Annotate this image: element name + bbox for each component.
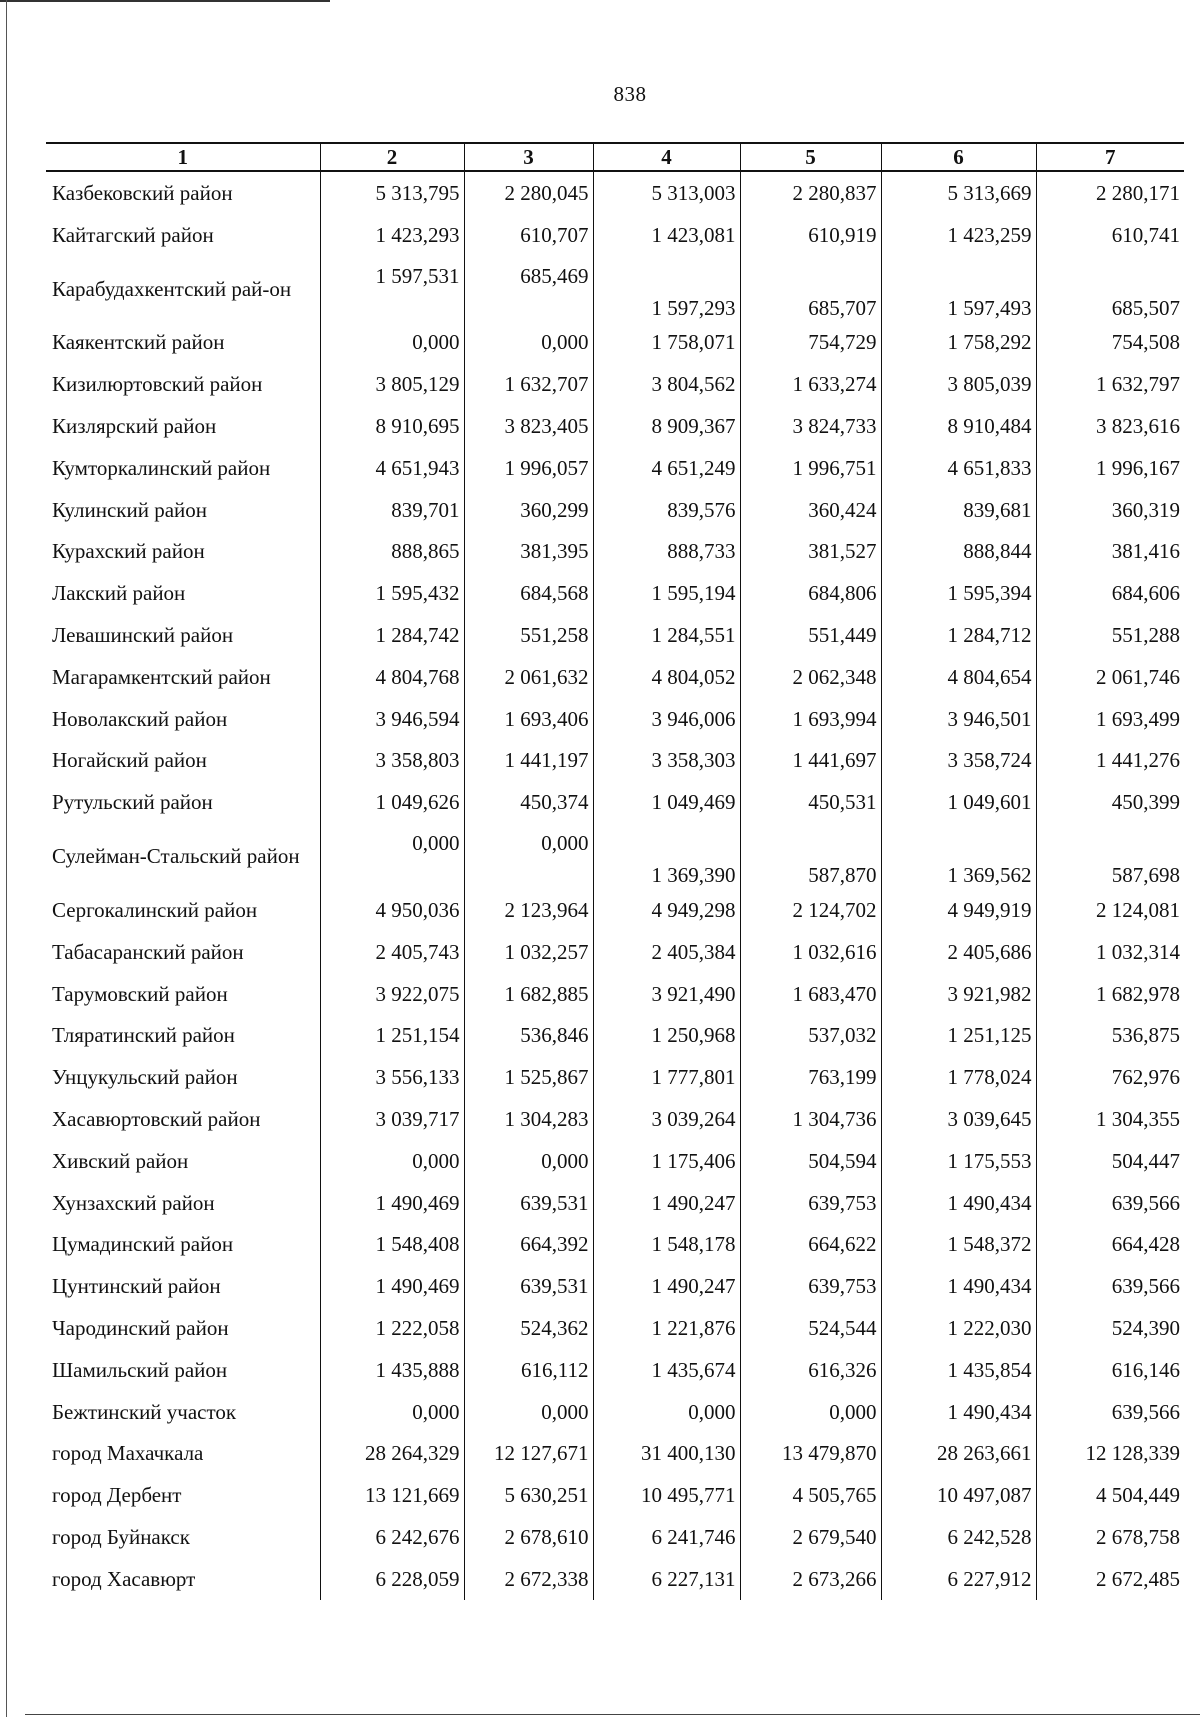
cell-value: 685,469 bbox=[464, 256, 593, 322]
cell-value: 8 909,367 bbox=[593, 405, 740, 447]
table-row bbox=[46, 1349, 1184, 1391]
cell-value: 1 693,499 bbox=[1036, 698, 1184, 740]
cell-value: 684,606 bbox=[1036, 572, 1184, 614]
cell-value: 639,531 bbox=[464, 1265, 593, 1307]
cell-value: 3 922,075 bbox=[320, 973, 464, 1015]
cell-value: 1 595,432 bbox=[320, 572, 464, 614]
cell-value: 536,875 bbox=[1036, 1015, 1184, 1057]
cell-value: 4 804,052 bbox=[593, 656, 740, 698]
row-name: Табасаранский район bbox=[52, 939, 244, 964]
cell-value: 6 228,059 bbox=[320, 1558, 464, 1600]
cell-value: 3 358,303 bbox=[593, 740, 740, 782]
cell-value: 1 251,125 bbox=[881, 1015, 1036, 1057]
cell-value: 1 032,257 bbox=[464, 931, 593, 973]
cell-value: 0,000 bbox=[464, 823, 593, 889]
cell-value: 1 632,797 bbox=[1036, 363, 1184, 405]
cell-value: 2 280,171 bbox=[1036, 171, 1184, 214]
cell-value: 2 061,632 bbox=[464, 656, 593, 698]
table-row bbox=[46, 781, 1184, 823]
cell-value: 1 548,372 bbox=[881, 1224, 1036, 1266]
table-row bbox=[46, 214, 1184, 256]
cell-value: 551,288 bbox=[1036, 614, 1184, 656]
cell-value: 1 490,434 bbox=[881, 1391, 1036, 1433]
cell-value: 587,698 bbox=[1036, 823, 1184, 889]
cell-value: 4 804,654 bbox=[881, 656, 1036, 698]
cell-value: 1 423,293 bbox=[320, 214, 464, 256]
cell-value: 1 284,712 bbox=[881, 614, 1036, 656]
cell-value: 4 505,765 bbox=[740, 1474, 881, 1516]
column-header: 2 bbox=[320, 143, 464, 171]
cell-value: 664,622 bbox=[740, 1224, 881, 1266]
cell-value: 4 651,249 bbox=[593, 447, 740, 489]
row-name: Кизлярский район bbox=[52, 414, 217, 439]
cell-value: 0,000 bbox=[464, 1140, 593, 1182]
cell-value: 639,753 bbox=[740, 1265, 881, 1307]
row-name: Ногайский район bbox=[52, 748, 207, 773]
row-name: Бежтинский участок bbox=[52, 1399, 237, 1424]
cell-value: 0,000 bbox=[320, 1391, 464, 1433]
cell-value: 754,729 bbox=[740, 322, 881, 364]
cell-value: 639,566 bbox=[1036, 1182, 1184, 1224]
row-name: Казбековский район bbox=[52, 180, 233, 205]
table-row bbox=[46, 973, 1184, 1015]
cell-value: 551,258 bbox=[464, 614, 593, 656]
cell-value: 3 921,490 bbox=[593, 973, 740, 1015]
page-number: 838 bbox=[613, 82, 647, 106]
cell-value: 1 032,616 bbox=[740, 931, 881, 973]
column-header: 6 bbox=[881, 143, 1036, 171]
cell-value: 1 595,394 bbox=[881, 572, 1036, 614]
cell-value: 1 222,030 bbox=[881, 1307, 1036, 1349]
cell-value: 2 062,348 bbox=[740, 656, 881, 698]
cell-value: 504,447 bbox=[1036, 1140, 1184, 1182]
table-row bbox=[46, 823, 1184, 889]
cell-value: 1 597,493 bbox=[881, 256, 1036, 322]
cell-value: 31 400,130 bbox=[593, 1433, 740, 1475]
table-row bbox=[46, 572, 1184, 614]
cell-value: 1 304,355 bbox=[1036, 1098, 1184, 1140]
cell-value: 2 673,266 bbox=[740, 1558, 881, 1600]
cell-value: 1 250,968 bbox=[593, 1015, 740, 1057]
cell-value: 3 921,982 bbox=[881, 973, 1036, 1015]
cell-value: 8 910,484 bbox=[881, 405, 1036, 447]
cell-value: 1 222,058 bbox=[320, 1307, 464, 1349]
cell-value: 6 227,912 bbox=[881, 1558, 1036, 1600]
row-name: Левашинский район bbox=[52, 623, 234, 648]
cell-value: 28 263,661 bbox=[881, 1433, 1036, 1475]
cell-value: 1 693,994 bbox=[740, 698, 881, 740]
row-name: Тарумовский район bbox=[52, 981, 228, 1006]
cell-value: 1 221,876 bbox=[593, 1307, 740, 1349]
scan-edge-left bbox=[6, 0, 7, 1717]
cell-value: 1 595,194 bbox=[593, 572, 740, 614]
cell-value: 360,299 bbox=[464, 489, 593, 531]
row-name: Сулейман-Стальский район bbox=[52, 844, 300, 869]
cell-value: 2 678,610 bbox=[464, 1516, 593, 1558]
cell-value: 2 280,045 bbox=[464, 171, 593, 214]
table-row bbox=[46, 1098, 1184, 1140]
row-name: город Дербент bbox=[52, 1483, 182, 1508]
cell-value: 1 049,469 bbox=[593, 781, 740, 823]
cell-value: 3 358,724 bbox=[881, 740, 1036, 782]
cell-value: 8 910,695 bbox=[320, 405, 464, 447]
table-row bbox=[46, 322, 1184, 364]
cell-value: 4 804,768 bbox=[320, 656, 464, 698]
table-row bbox=[46, 363, 1184, 405]
cell-value: 1 758,292 bbox=[881, 322, 1036, 364]
cell-value: 1 284,742 bbox=[320, 614, 464, 656]
cell-value: 1 441,197 bbox=[464, 740, 593, 782]
cell-value: 1 435,674 bbox=[593, 1349, 740, 1391]
cell-value: 2 280,837 bbox=[740, 171, 881, 214]
row-name: Кайтагский район bbox=[52, 222, 214, 247]
cell-value: 1 369,562 bbox=[881, 823, 1036, 889]
cell-value: 1 778,024 bbox=[881, 1056, 1036, 1098]
scan-edge-top bbox=[0, 0, 330, 2]
cell-value: 6 242,528 bbox=[881, 1516, 1036, 1558]
cell-value: 360,319 bbox=[1036, 489, 1184, 531]
row-name: Хунзахский район bbox=[52, 1190, 215, 1215]
cell-value: 610,919 bbox=[740, 214, 881, 256]
cell-value: 2 678,758 bbox=[1036, 1516, 1184, 1558]
row-name: Рутульский район bbox=[52, 790, 213, 815]
cell-value: 2 124,702 bbox=[740, 889, 881, 931]
row-name: Карабудахкентский рай-он bbox=[52, 276, 292, 301]
cell-value: 1 175,406 bbox=[593, 1140, 740, 1182]
cell-value: 524,544 bbox=[740, 1307, 881, 1349]
cell-value: 1 435,888 bbox=[320, 1349, 464, 1391]
table-row bbox=[46, 489, 1184, 531]
cell-value: 664,428 bbox=[1036, 1224, 1184, 1266]
cell-value: 610,707 bbox=[464, 214, 593, 256]
table-row bbox=[46, 1307, 1184, 1349]
cell-value: 381,416 bbox=[1036, 531, 1184, 573]
cell-value: 3 556,133 bbox=[320, 1056, 464, 1098]
table-row bbox=[46, 931, 1184, 973]
row-name: Кумторкалинский район bbox=[52, 455, 271, 480]
cell-value: 1 597,293 bbox=[593, 256, 740, 322]
table-row bbox=[46, 614, 1184, 656]
row-name: Лакский район bbox=[52, 581, 186, 606]
cell-value: 639,753 bbox=[740, 1182, 881, 1224]
cell-value: 2 679,540 bbox=[740, 1516, 881, 1558]
cell-value: 2 061,746 bbox=[1036, 656, 1184, 698]
cell-value: 2 123,964 bbox=[464, 889, 593, 931]
table-header bbox=[46, 143, 1184, 171]
cell-value: 450,531 bbox=[740, 781, 881, 823]
cell-value: 3 946,006 bbox=[593, 698, 740, 740]
table-row bbox=[46, 171, 1184, 214]
cell-value: 1 490,469 bbox=[320, 1265, 464, 1307]
cell-value: 1 490,434 bbox=[881, 1265, 1036, 1307]
cell-value: 6 227,131 bbox=[593, 1558, 740, 1600]
cell-value: 4 651,833 bbox=[881, 447, 1036, 489]
cell-value: 888,844 bbox=[881, 531, 1036, 573]
cell-value: 360,424 bbox=[740, 489, 881, 531]
table-row bbox=[46, 1265, 1184, 1307]
cell-value: 762,976 bbox=[1036, 1056, 1184, 1098]
cell-value: 888,865 bbox=[320, 531, 464, 573]
cell-value: 13 121,669 bbox=[320, 1474, 464, 1516]
data-table bbox=[46, 142, 1184, 1600]
cell-value: 5 313,669 bbox=[881, 171, 1036, 214]
cell-value: 1 284,551 bbox=[593, 614, 740, 656]
cell-value: 0,000 bbox=[320, 1140, 464, 1182]
cell-value: 1 548,178 bbox=[593, 1224, 740, 1266]
cell-value: 13 479,870 bbox=[740, 1433, 881, 1475]
cell-value: 610,741 bbox=[1036, 214, 1184, 256]
cell-value: 0,000 bbox=[464, 1391, 593, 1433]
row-name: город Буйнакск bbox=[52, 1525, 190, 1549]
cell-value: 1 049,601 bbox=[881, 781, 1036, 823]
cell-value: 1 441,276 bbox=[1036, 740, 1184, 782]
cell-value: 4 949,919 bbox=[881, 889, 1036, 931]
cell-value: 1 251,154 bbox=[320, 1015, 464, 1057]
cell-value: 1 777,801 bbox=[593, 1056, 740, 1098]
cell-value: 3 823,616 bbox=[1036, 405, 1184, 447]
scan-edge-bottom bbox=[25, 1714, 1200, 1715]
table-row bbox=[46, 1182, 1184, 1224]
table-body bbox=[46, 171, 1184, 1600]
cell-value: 839,576 bbox=[593, 489, 740, 531]
cell-value: 1 683,470 bbox=[740, 973, 881, 1015]
cell-value: 685,707 bbox=[740, 256, 881, 322]
table-row bbox=[46, 256, 1184, 322]
cell-value: 0,000 bbox=[320, 823, 464, 889]
row-name: Сергокалинский район bbox=[52, 898, 258, 923]
cell-value: 450,399 bbox=[1036, 781, 1184, 823]
cell-value: 839,701 bbox=[320, 489, 464, 531]
cell-value: 1 304,283 bbox=[464, 1098, 593, 1140]
cell-value: 3 358,803 bbox=[320, 740, 464, 782]
cell-value: 1 032,314 bbox=[1036, 931, 1184, 973]
cell-value: 1 441,697 bbox=[740, 740, 881, 782]
cell-value: 1 996,057 bbox=[464, 447, 593, 489]
cell-value: 763,199 bbox=[740, 1056, 881, 1098]
row-name: Кизилюртовский район bbox=[52, 372, 263, 397]
cell-value: 1 632,707 bbox=[464, 363, 593, 405]
cell-value: 754,508 bbox=[1036, 322, 1184, 364]
table-row bbox=[46, 1474, 1184, 1516]
cell-value: 1 490,247 bbox=[593, 1265, 740, 1307]
row-name: Тляратинский район bbox=[52, 1023, 235, 1048]
cell-value: 4 651,943 bbox=[320, 447, 464, 489]
cell-value: 524,362 bbox=[464, 1307, 593, 1349]
cell-value: 0,000 bbox=[740, 1391, 881, 1433]
cell-value: 839,681 bbox=[881, 489, 1036, 531]
cell-value: 639,531 bbox=[464, 1182, 593, 1224]
cell-value: 3 804,562 bbox=[593, 363, 740, 405]
cell-value: 1 682,885 bbox=[464, 973, 593, 1015]
table-row bbox=[46, 1056, 1184, 1098]
column-header: 3 bbox=[464, 143, 593, 171]
cell-value: 12 128,339 bbox=[1036, 1433, 1184, 1475]
cell-value: 587,870 bbox=[740, 823, 881, 889]
cell-value: 5 313,795 bbox=[320, 171, 464, 214]
table-row bbox=[46, 889, 1184, 931]
cell-value: 1 633,274 bbox=[740, 363, 881, 405]
column-header: 7 bbox=[1036, 143, 1184, 171]
column-header: 1 bbox=[46, 143, 320, 171]
table-row bbox=[46, 1391, 1184, 1433]
table-row bbox=[46, 447, 1184, 489]
cell-value: 381,395 bbox=[464, 531, 593, 573]
table-row bbox=[46, 656, 1184, 698]
cell-value: 2 124,081 bbox=[1036, 889, 1184, 931]
cell-value: 1 423,259 bbox=[881, 214, 1036, 256]
cell-value: 685,507 bbox=[1036, 256, 1184, 322]
cell-value: 1 423,081 bbox=[593, 214, 740, 256]
cell-value: 2 405,743 bbox=[320, 931, 464, 973]
cell-value: 616,112 bbox=[464, 1349, 593, 1391]
row-name: Унцукульский район bbox=[52, 1065, 238, 1090]
cell-value: 3 039,645 bbox=[881, 1098, 1036, 1140]
cell-value: 1 490,469 bbox=[320, 1182, 464, 1224]
cell-value: 551,449 bbox=[740, 614, 881, 656]
cell-value: 536,846 bbox=[464, 1015, 593, 1057]
column-header: 5 bbox=[740, 143, 881, 171]
cell-value: 2 405,384 bbox=[593, 931, 740, 973]
cell-value: 1 304,736 bbox=[740, 1098, 881, 1140]
cell-value: 450,374 bbox=[464, 781, 593, 823]
row-name: Чародинский район bbox=[52, 1316, 229, 1341]
row-name: Цунтинский район bbox=[52, 1274, 221, 1299]
cell-value: 1 525,867 bbox=[464, 1056, 593, 1098]
column-header: 4 bbox=[593, 143, 740, 171]
cell-value: 0,000 bbox=[593, 1391, 740, 1433]
cell-value: 616,326 bbox=[740, 1349, 881, 1391]
row-name: Хивский район bbox=[52, 1148, 189, 1173]
cell-value: 1 597,531 bbox=[320, 256, 464, 322]
row-name: Магарамкентский район bbox=[52, 664, 271, 689]
cell-value: 1 996,751 bbox=[740, 447, 881, 489]
cell-value: 639,566 bbox=[1036, 1265, 1184, 1307]
cell-value: 1 175,553 bbox=[881, 1140, 1036, 1182]
cell-value: 28 264,329 bbox=[320, 1433, 464, 1475]
table-row bbox=[46, 1558, 1184, 1600]
cell-value: 12 127,671 bbox=[464, 1433, 593, 1475]
cell-value: 3 946,501 bbox=[881, 698, 1036, 740]
cell-value: 381,527 bbox=[740, 531, 881, 573]
cell-value: 1 693,406 bbox=[464, 698, 593, 740]
cell-value: 684,568 bbox=[464, 572, 593, 614]
cell-value: 2 405,686 bbox=[881, 931, 1036, 973]
cell-value: 1 369,390 bbox=[593, 823, 740, 889]
cell-value: 1 049,626 bbox=[320, 781, 464, 823]
cell-value: 10 495,771 bbox=[593, 1474, 740, 1516]
cell-value: 1 682,978 bbox=[1036, 973, 1184, 1015]
cell-value: 1 435,854 bbox=[881, 1349, 1036, 1391]
row-name: Цумадинский район bbox=[52, 1232, 234, 1257]
table-row bbox=[46, 1140, 1184, 1182]
cell-value: 4 949,298 bbox=[593, 889, 740, 931]
cell-value: 616,146 bbox=[1036, 1349, 1184, 1391]
cell-value: 10 497,087 bbox=[881, 1474, 1036, 1516]
table-row bbox=[46, 405, 1184, 447]
row-name: Курахский район bbox=[52, 539, 205, 564]
row-name: город Махачкала bbox=[52, 1441, 204, 1466]
cell-value: 684,806 bbox=[740, 572, 881, 614]
cell-value: 1 548,408 bbox=[320, 1224, 464, 1266]
table-row bbox=[46, 531, 1184, 573]
cell-value: 4 950,036 bbox=[320, 889, 464, 931]
cell-value: 3 946,594 bbox=[320, 698, 464, 740]
cell-value: 888,733 bbox=[593, 531, 740, 573]
cell-value: 3 039,264 bbox=[593, 1098, 740, 1140]
cell-value: 2 672,338 bbox=[464, 1558, 593, 1600]
cell-value: 5 313,003 bbox=[593, 171, 740, 214]
cell-value: 639,566 bbox=[1036, 1391, 1184, 1433]
row-name: Хасавюртовский район bbox=[52, 1107, 261, 1132]
cell-value: 4 504,449 bbox=[1036, 1474, 1184, 1516]
cell-value: 1 996,167 bbox=[1036, 447, 1184, 489]
cell-value: 524,390 bbox=[1036, 1307, 1184, 1349]
cell-value: 664,392 bbox=[464, 1224, 593, 1266]
cell-value: 5 630,251 bbox=[464, 1474, 593, 1516]
cell-value: 3 039,717 bbox=[320, 1098, 464, 1140]
cell-value: 3 805,129 bbox=[320, 363, 464, 405]
table-row bbox=[46, 1433, 1184, 1475]
cell-value: 6 242,676 bbox=[320, 1516, 464, 1558]
table-row bbox=[46, 698, 1184, 740]
cell-value: 504,594 bbox=[740, 1140, 881, 1182]
table-row bbox=[46, 1516, 1184, 1558]
cell-value: 0,000 bbox=[320, 322, 464, 364]
header-row bbox=[46, 143, 1184, 171]
cell-value: 6 241,746 bbox=[593, 1516, 740, 1558]
row-name: Новолакский район bbox=[52, 706, 228, 731]
cell-value: 0,000 bbox=[464, 322, 593, 364]
cell-value: 3 824,733 bbox=[740, 405, 881, 447]
cell-value: 3 805,039 bbox=[881, 363, 1036, 405]
cell-value: 1 758,071 bbox=[593, 322, 740, 364]
cell-value: 2 672,485 bbox=[1036, 1558, 1184, 1600]
row-name: Кулинский район bbox=[52, 497, 208, 522]
cell-value: 537,032 bbox=[740, 1015, 881, 1057]
row-name: Шамильский район bbox=[52, 1357, 228, 1382]
cell-value: 3 823,405 bbox=[464, 405, 593, 447]
table-row bbox=[46, 740, 1184, 782]
row-name: Каякентский район bbox=[52, 330, 225, 355]
row-name: город Хасавюрт bbox=[52, 1566, 196, 1591]
cell-value: 1 490,247 bbox=[593, 1182, 740, 1224]
table-row bbox=[46, 1224, 1184, 1266]
cell-value: 1 490,434 bbox=[881, 1182, 1036, 1224]
table-row bbox=[46, 1015, 1184, 1057]
